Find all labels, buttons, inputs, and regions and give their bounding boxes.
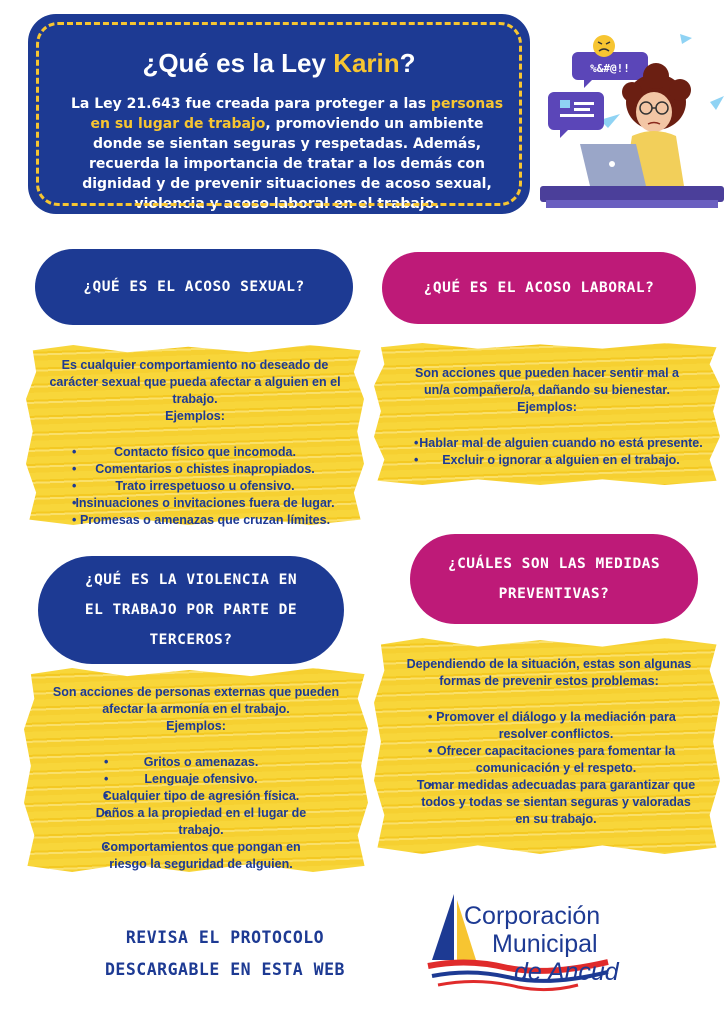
list-item: • Trato irrespetuoso u ofensivo. [60,478,350,495]
acoso-sexual-list [40,444,350,529]
acoso-sexual-box [26,345,364,525]
list-item: • Comentarios o chistes inapropiados. [60,461,350,478]
logo-line: Corporación [464,902,601,930]
list-item: • Excluir o ignorar a alguien en el trabajo. [414,452,708,469]
violencia-terceros-box [24,668,368,872]
list-item: • Ofrecer capacitaciones para fomentar la comunicación y el respeto. [414,743,698,777]
examples-label: Ejemplos: [517,400,577,414]
angry-woman-laptop-illustration [540,32,724,212]
medidas-preventivas-box [374,638,720,854]
medidas-preventivas-intro: Dependiendo de la situación, estas son algunas formas de prevenir estos problemas: [406,657,692,688]
violencia-terceros-list [44,754,348,873]
heading-acoso-sexual [35,249,353,325]
intro-banner [28,14,530,214]
protocol-notice [60,922,390,986]
protocol-notice-line: DESCARGABLE EN ESTA WEB [105,960,345,979]
heading-medidas-preventivas [410,534,698,624]
list-item: • Comportamientos que pongan en riesgo la seguridad de alguien. [94,839,308,873]
list-item: • Gritos o amenazas. [94,754,308,771]
protocol-notice-line: REVISA EL PROTOCOLO [125,928,325,947]
list-item: • Daños a la propiedad en el lugar de trabajo. [94,805,308,839]
examples-label: Ejemplos: [166,719,226,733]
logo-line: de Ancud [514,958,619,986]
list-item: • Contacto físico que incomoda. [60,444,350,461]
heading-violencia-terceros [38,556,344,664]
list-item: • Lenguaje ofensivo. [94,771,308,788]
heading-acoso-laboral [382,252,696,324]
logo-text [464,902,619,986]
heading-line: EL TRABAJO POR PARTE DE [84,602,298,618]
page-title: ¿Qué es la Ley Karin? [142,48,416,78]
heading-line: ¿CUÁLES SON LAS MEDIDAS [447,556,661,572]
medidas-preventivas-list [384,709,714,828]
acoso-laboral-intro: Son acciones que pueden hacer sentir mal a un/a compañero/a, dañando su bienestar. [415,366,679,397]
list-item: • Promesas o amenazas que cruzan límites. [60,512,350,529]
bubble-text: %&#@!! [590,62,630,75]
heading-line: ¿QUÉ ES LA VIOLENCIA EN [84,572,298,588]
examples-label: Ejemplos: [165,409,225,423]
heading-line: TERCEROS? [149,632,233,648]
corporacion-municipal-logo [424,888,624,998]
heading-acoso-sexual-text: ¿QUÉ ES EL ACOSO SEXUAL? [83,279,305,295]
intro-paragraph: La Ley 21.643 fue creada para proteger a las personas en su lugar de trabajo, promoviendo un ambiente donde se sientan seguras y respetadas. Además, recuerda la importancia de tratar a los demás con dignidad y de prevenir situaciones de acoso sexual, violencia y acoso laboral en el trabajo. [70,96,504,212]
list-item: • Insinuaciones o invitaciones fuera de lugar. [60,495,350,512]
list-item: • Tomar medidas adecuadas para garantizar que todos y todas se sientan seguras y valoradas en su trabajo. [414,777,698,828]
heading-line: PREVENTIVAS? [498,586,610,602]
logo-line: Municipal [492,930,598,958]
list-item: • Promover el diálogo y la mediación para resolver conflictos. [414,709,698,743]
list-item: • Hablar mal de alguien cuando no está presente. [414,435,708,452]
violencia-terceros-intro: Son acciones de personas externas que pueden afectar la armonía en el trabajo. [52,685,340,716]
list-item: • Cualquier tipo de agresión física. [94,788,308,805]
acoso-laboral-list [388,435,708,469]
acoso-sexual-intro: Es cualquier comportamiento no deseado de carácter sexual que pueda afectar a alguien en el trabajo. [49,358,341,406]
acoso-laboral-box [374,343,720,485]
heading-acoso-laboral-text: ¿QUÉ ES EL ACOSO LABORAL? [423,280,655,296]
